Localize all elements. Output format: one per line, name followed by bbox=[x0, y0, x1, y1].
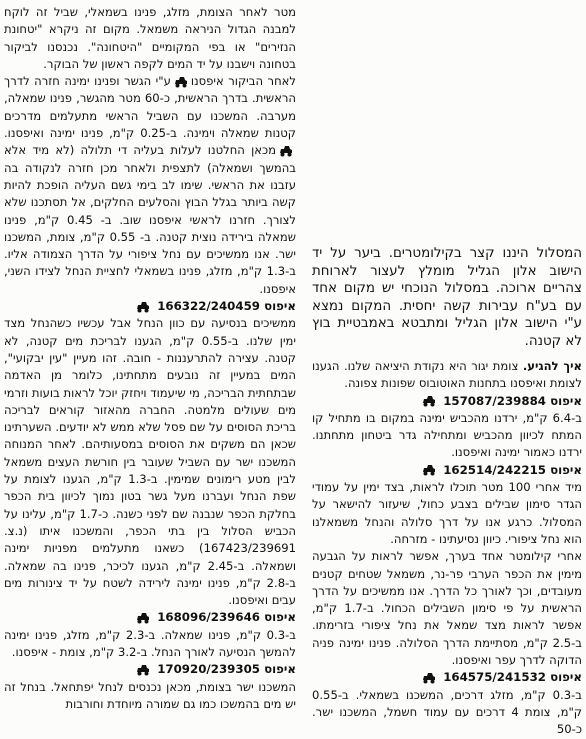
text-run: מכאן החלטנו לעלות בעליה די תלולה (לא מיד אלא בהמשך ושמאלה) לתצפית ולאחר מכן חזרה לנקודה בה עזבנו את הראשי. שימו לב בימי גשם העליה הופכת להיות קשה ביותר בגלל הבוץ והסלעים החלקים, אל תסתכנו שלא לצורך. חזרנו לראשי איפסנו שוב. ב- 0.45 ק"מ, פנינו שמאלה בירידה נוצית קטנה. ב- 0.55 ק"מ, צומת, המשכנו ישר. אנו ממשיכים עם נחל ציפורי על הדרך הצמודה אליו. ב-1.3 ק"מ, מזלג, פנינו בשמאלי לחציית הנחל לצידו השני, איפסנו. bbox=[4, 143, 297, 296]
text-run: לאחר הביקור איפסנו bbox=[190, 74, 297, 89]
jeep-icon bbox=[174, 76, 188, 88]
waypoint-label bbox=[312, 669, 582, 686]
jeep-icon bbox=[136, 664, 150, 676]
right-column bbox=[312, 4, 582, 739]
waypoint-coordinates: 170920/239305 bbox=[157, 662, 260, 677]
waypoint-label bbox=[4, 661, 296, 678]
paragraph: ב-0.3 ק"מ, מזלג דרכים, המשכנו בשמאלי. ב-0.55 ק"מ, צומת 4 דרכים עם עמוד חשמל, המשכנו ישר. כ-50 bbox=[312, 687, 582, 737]
waypoint-label bbox=[312, 393, 582, 410]
paragraph: המשכנו ישר בצומת, מכאן נכנסים לנחל יפתחאל. בנחל זה יש מים בהמשכו כמו גם שמורה מיוחדת וחורבות bbox=[4, 679, 296, 711]
waypoint-coordinates: 166322/240459 bbox=[157, 299, 260, 314]
jeep-icon bbox=[279, 145, 293, 157]
jeep-icon bbox=[422, 672, 436, 684]
jeep-icon bbox=[136, 301, 150, 313]
waypoint-coordinates: 164575/241532 bbox=[443, 670, 546, 685]
jeep-icon bbox=[136, 612, 150, 624]
paragraph bbox=[312, 358, 582, 393]
paragraph: ממשיכים בנסיעה עם כוון הנחל אבל עכשיו כשהנחל מצד ימין שלנו. ב-0.55 ק"מ, הגענו לבריכת מים קטנה, לא קטנה. עצירה להתרעננות - חובה. זהו מעיין "עין יבקועי", המים במעיין זה נובעים מתחתינו, כלומר מן האדמה שבתחתית הבריכה, מי שיעמוד ויחזק יוכל לראות בועות וזרמי מים שעולים מלמטה. החברה מהאזור קוראים לבריכה בריכת הסוסים על שם פסל שלא ממש לא יודעים. השערתינו שכאן הם משקים את הסוסים במסעותיהם. לאחר המנוחה המשכנו ישר עם השביל שעובר בין חורשת העצים משמאל לבין מטע רימונים שמימין. ב-1.3 ק"מ, הגענו לצומת על שפת הנחל ועברנו מעל גשר בטון נמוך לכיוון בית הכפר בחלקת הכפר שנבנה שם לפני כשנה. כ-1.7 ק"מ, עלינו על הכביש הסלול בין בתי הכפר, והמשכנו איתו (נ.צ. 167423/239691) כשאנו מתעלמים מפניות ימינה ושמאלה. ב-2.45 ק"מ, הגענו לכיכר, פנינו בה שמאלה. ב-2.8 ק"מ, פנינו ימינה לירידה לשטח על יד צינורות מים עבים ואיפסנו. bbox=[4, 316, 296, 608]
waypoint-label bbox=[4, 298, 296, 315]
paragraph: אחרי קילומטר אחד בערך, אפשר לראות על הגבעה מימין את הכפר הערבי פר-נר, משמאל שטחים קטנים מעובדים, וכך לאורך כל הדרך. אנו ממשיכים על הדרך הראשית על פי סימון השבילים הכחול. ב-1.7 ק"מ, אפשר לראות מצד שמאל את נחל ציפורי בזרימתו. ב-2.5 ק"מ, מסתיימת הדרך הסלולה. פנינו ימינה פניה הדוקה לדרך עפר ואיפסנו. bbox=[312, 549, 582, 668]
waypoint-word: איפוס bbox=[550, 393, 582, 408]
paragraph: מיד אחרי 100 מטר תוכלו לראות, בצד ימין על עמודי הגדר סימון שבילים בצבע כחול, שיעזור להישאר על המסלול. כרגע אנו על דרך סלולה והנחל משמאלנו הוא נחל ציפורי. כיוון נסיעתינו - מזרחה. bbox=[312, 480, 582, 546]
paragraph: ב-0.3 ק"מ, פנינו שמאלה. ב-2.3 ק"מ, מזלג, פנינו ימינה להמשך הנסיעה לאורך הנחל. ב-3.2 ק"מ, צומת - איפסנו. bbox=[4, 627, 296, 659]
waypoint-word: איפוס bbox=[264, 299, 296, 314]
waypoint-label bbox=[312, 462, 582, 479]
intro-paragraph: המסלול היננו קצר בקילומטרים. ביער על יד הישוב אלון הגליל מומלץ לעצור לארוחת צהריים ארוכה. במסלול הנוכחי יש מקום אחד עם בע"ח עבירות קשה יחסית. המקום נמצא ע"י הישוב אלון הגליל ומתבטא באמבטיית בוץ לא קטנה. bbox=[312, 246, 582, 349]
jeep-icon bbox=[422, 464, 436, 476]
waypoint-word: איפוס bbox=[550, 670, 582, 685]
left-column bbox=[4, 4, 296, 713]
text-run: ע"י הגשר ופנינו ימינה חזרה לדרך הראשית. בדרך הראשית, כ-60 מטר מהגשר, פנינו שמאלה, מערבה. המשכנו עם השביל הראשי מתעלמים מדרכים קטנות שמאלה וימינה. ב-0.25 ק"מ, פנינו ימינה ואיפסנו. bbox=[4, 74, 297, 141]
section-lead: איך להגיע. bbox=[522, 359, 582, 373]
waypoint-coordinates: 162514/242215 bbox=[443, 462, 546, 477]
text-run: צומת יגור היא נקודת היציאה שלנו. הגענו לצומת ואיפסנו בתחנות האוטובוס שפונות צפונה. bbox=[312, 359, 582, 391]
waypoint-word: איפוס bbox=[264, 662, 296, 677]
paragraph: מטר לאחר הצומת, מזלג, פנינו בשמאלי, שביל זה לוקח למבנה הגדול הניראה משמאל. מקום זה ניקרא "יטחונת הנזירים" או בפי המקומיים "היטחונה". נכנסנו לביקור בטחונה וישבנו על יד המים לקפה ראשון של הבוקר. bbox=[4, 5, 296, 71]
paragraph bbox=[4, 73, 296, 298]
waypoint-label bbox=[4, 609, 296, 626]
jeep-icon bbox=[422, 395, 436, 407]
paragraph: ב-6.4 ק"מ, ירדנו מהכביש ימינה במקום בו מתחיל קו המתח לכיוון מהכביש ומתחילה גדר ביטחון מתחתנו. ירדנו כאמור ימינה ואיפסנו. bbox=[312, 410, 582, 460]
waypoint-word: איפוס bbox=[550, 462, 582, 477]
waypoint-coordinates: 168096/239646 bbox=[157, 610, 260, 625]
waypoint-word: איפוס bbox=[264, 610, 296, 625]
waypoint-coordinates: 157087/239884 bbox=[443, 393, 546, 408]
